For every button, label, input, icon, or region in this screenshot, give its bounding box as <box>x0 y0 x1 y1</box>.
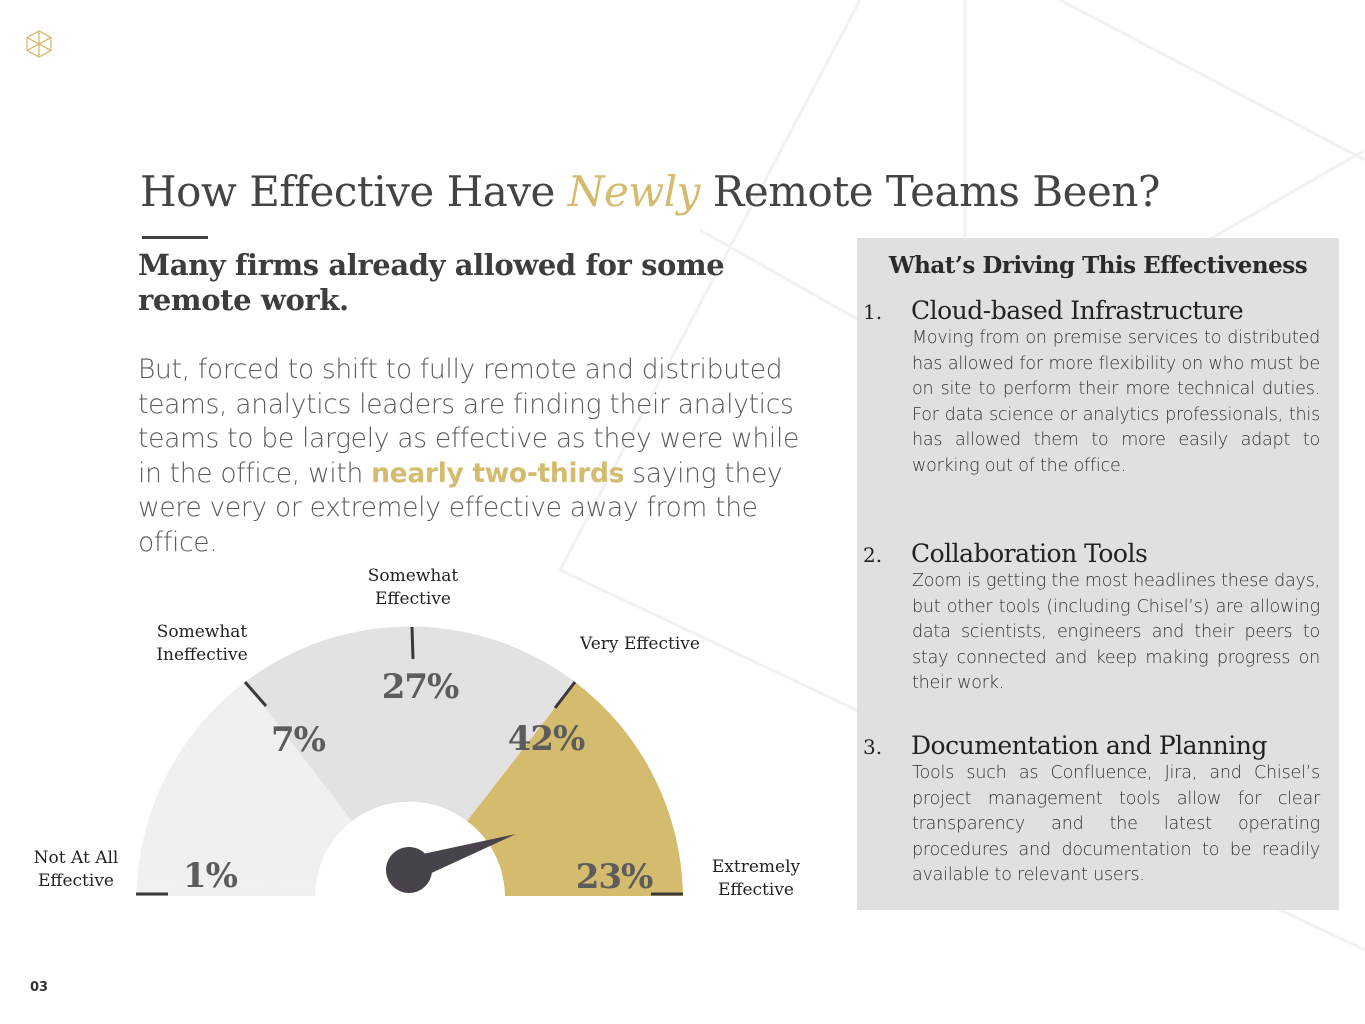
driver-number: 2. <box>863 543 883 567</box>
effectiveness-drivers-panel <box>857 238 1339 910</box>
driver-description: Zoom is getting the most headlines these days, but other tools (including Chisel’s) are allowing data scientists, engineers and their peers to stay connected and keep making progress on their work. <box>912 571 1320 694</box>
gauge-label-somewhat-ineffective-line1: Somewhat <box>156 622 248 642</box>
company-logo-icon <box>24 29 54 59</box>
panel-title: What’s Driving This Effectiveness <box>888 252 1308 279</box>
driver-number: 3. <box>863 735 883 759</box>
page-title-end: Remote Teams Been? <box>699 167 1160 216</box>
page-title-start: How Effective Have <box>140 167 568 216</box>
driver-description: Tools such as Confluence, Jira, and Chisel’s project management tools allow for clear transparency and the latest operating procedures and documentation to be readily available to relevant users. <box>912 763 1320 886</box>
subheading: Many firms already allowed for some remote work. <box>138 248 725 317</box>
gauge-label-extremely-line2: Effective <box>717 880 795 900</box>
body-highlight: nearly two-thirds <box>371 457 625 489</box>
gauge-label-somewhat-effective-line2: Effective <box>374 589 452 609</box>
body-text-part-1: But, forced to shift to fully remote and distributed teams, analytics leaders are finding their analytics teams to be largely as effective as they were while in the office, with <box>138 354 800 489</box>
page-number: 03 <box>30 980 49 995</box>
page-title-accent: Newly <box>567 167 700 216</box>
driver-heading: Documentation and Planning <box>911 731 1267 760</box>
gauge-value-somewhat-effective: 27% <box>381 667 459 707</box>
gauge-value-extremely-effective: 23% <box>575 857 653 897</box>
gauge-value-somewhat-ineffective: 7% <box>271 720 325 760</box>
gauge-value-very-effective: 42% <box>507 719 585 759</box>
body-text-part-2: saying they were very or extremely effective away from the office. <box>138 457 783 558</box>
effectiveness-gauge <box>0 560 840 920</box>
driver-number: 1. <box>863 300 883 324</box>
gauge-label-very-effective: Very Effective <box>580 634 700 654</box>
gauge-needle-hub <box>386 847 432 893</box>
gauge-tick-top <box>412 627 413 659</box>
body-paragraph <box>138 353 818 560</box>
gauge-label-somewhat-ineffective-line2: Ineffective <box>156 645 248 665</box>
gauge-label-somewhat-effective-line1: Somewhat <box>367 566 459 586</box>
title-underline <box>142 236 208 239</box>
gauge-label-not-at-all-line2: Effective <box>37 871 115 891</box>
page-title <box>140 162 1160 222</box>
driver-heading: Collaboration Tools <box>911 539 1148 568</box>
gauge-label-extremely-line1: Extremely <box>711 857 801 877</box>
driver-heading: Cloud-based Infrastructure <box>911 296 1244 325</box>
gauge-label-not-at-all-line1: Not At All <box>33 848 119 868</box>
gauge-value-not-at-all: 1% <box>183 856 237 896</box>
driver-description: Moving from on premise services to distributed has allowed for more flexibility on who must be on site to perform their more technical duties. For data science or analytics professionals, this has allowed them to more easily adapt to working out of the office. <box>912 328 1320 476</box>
